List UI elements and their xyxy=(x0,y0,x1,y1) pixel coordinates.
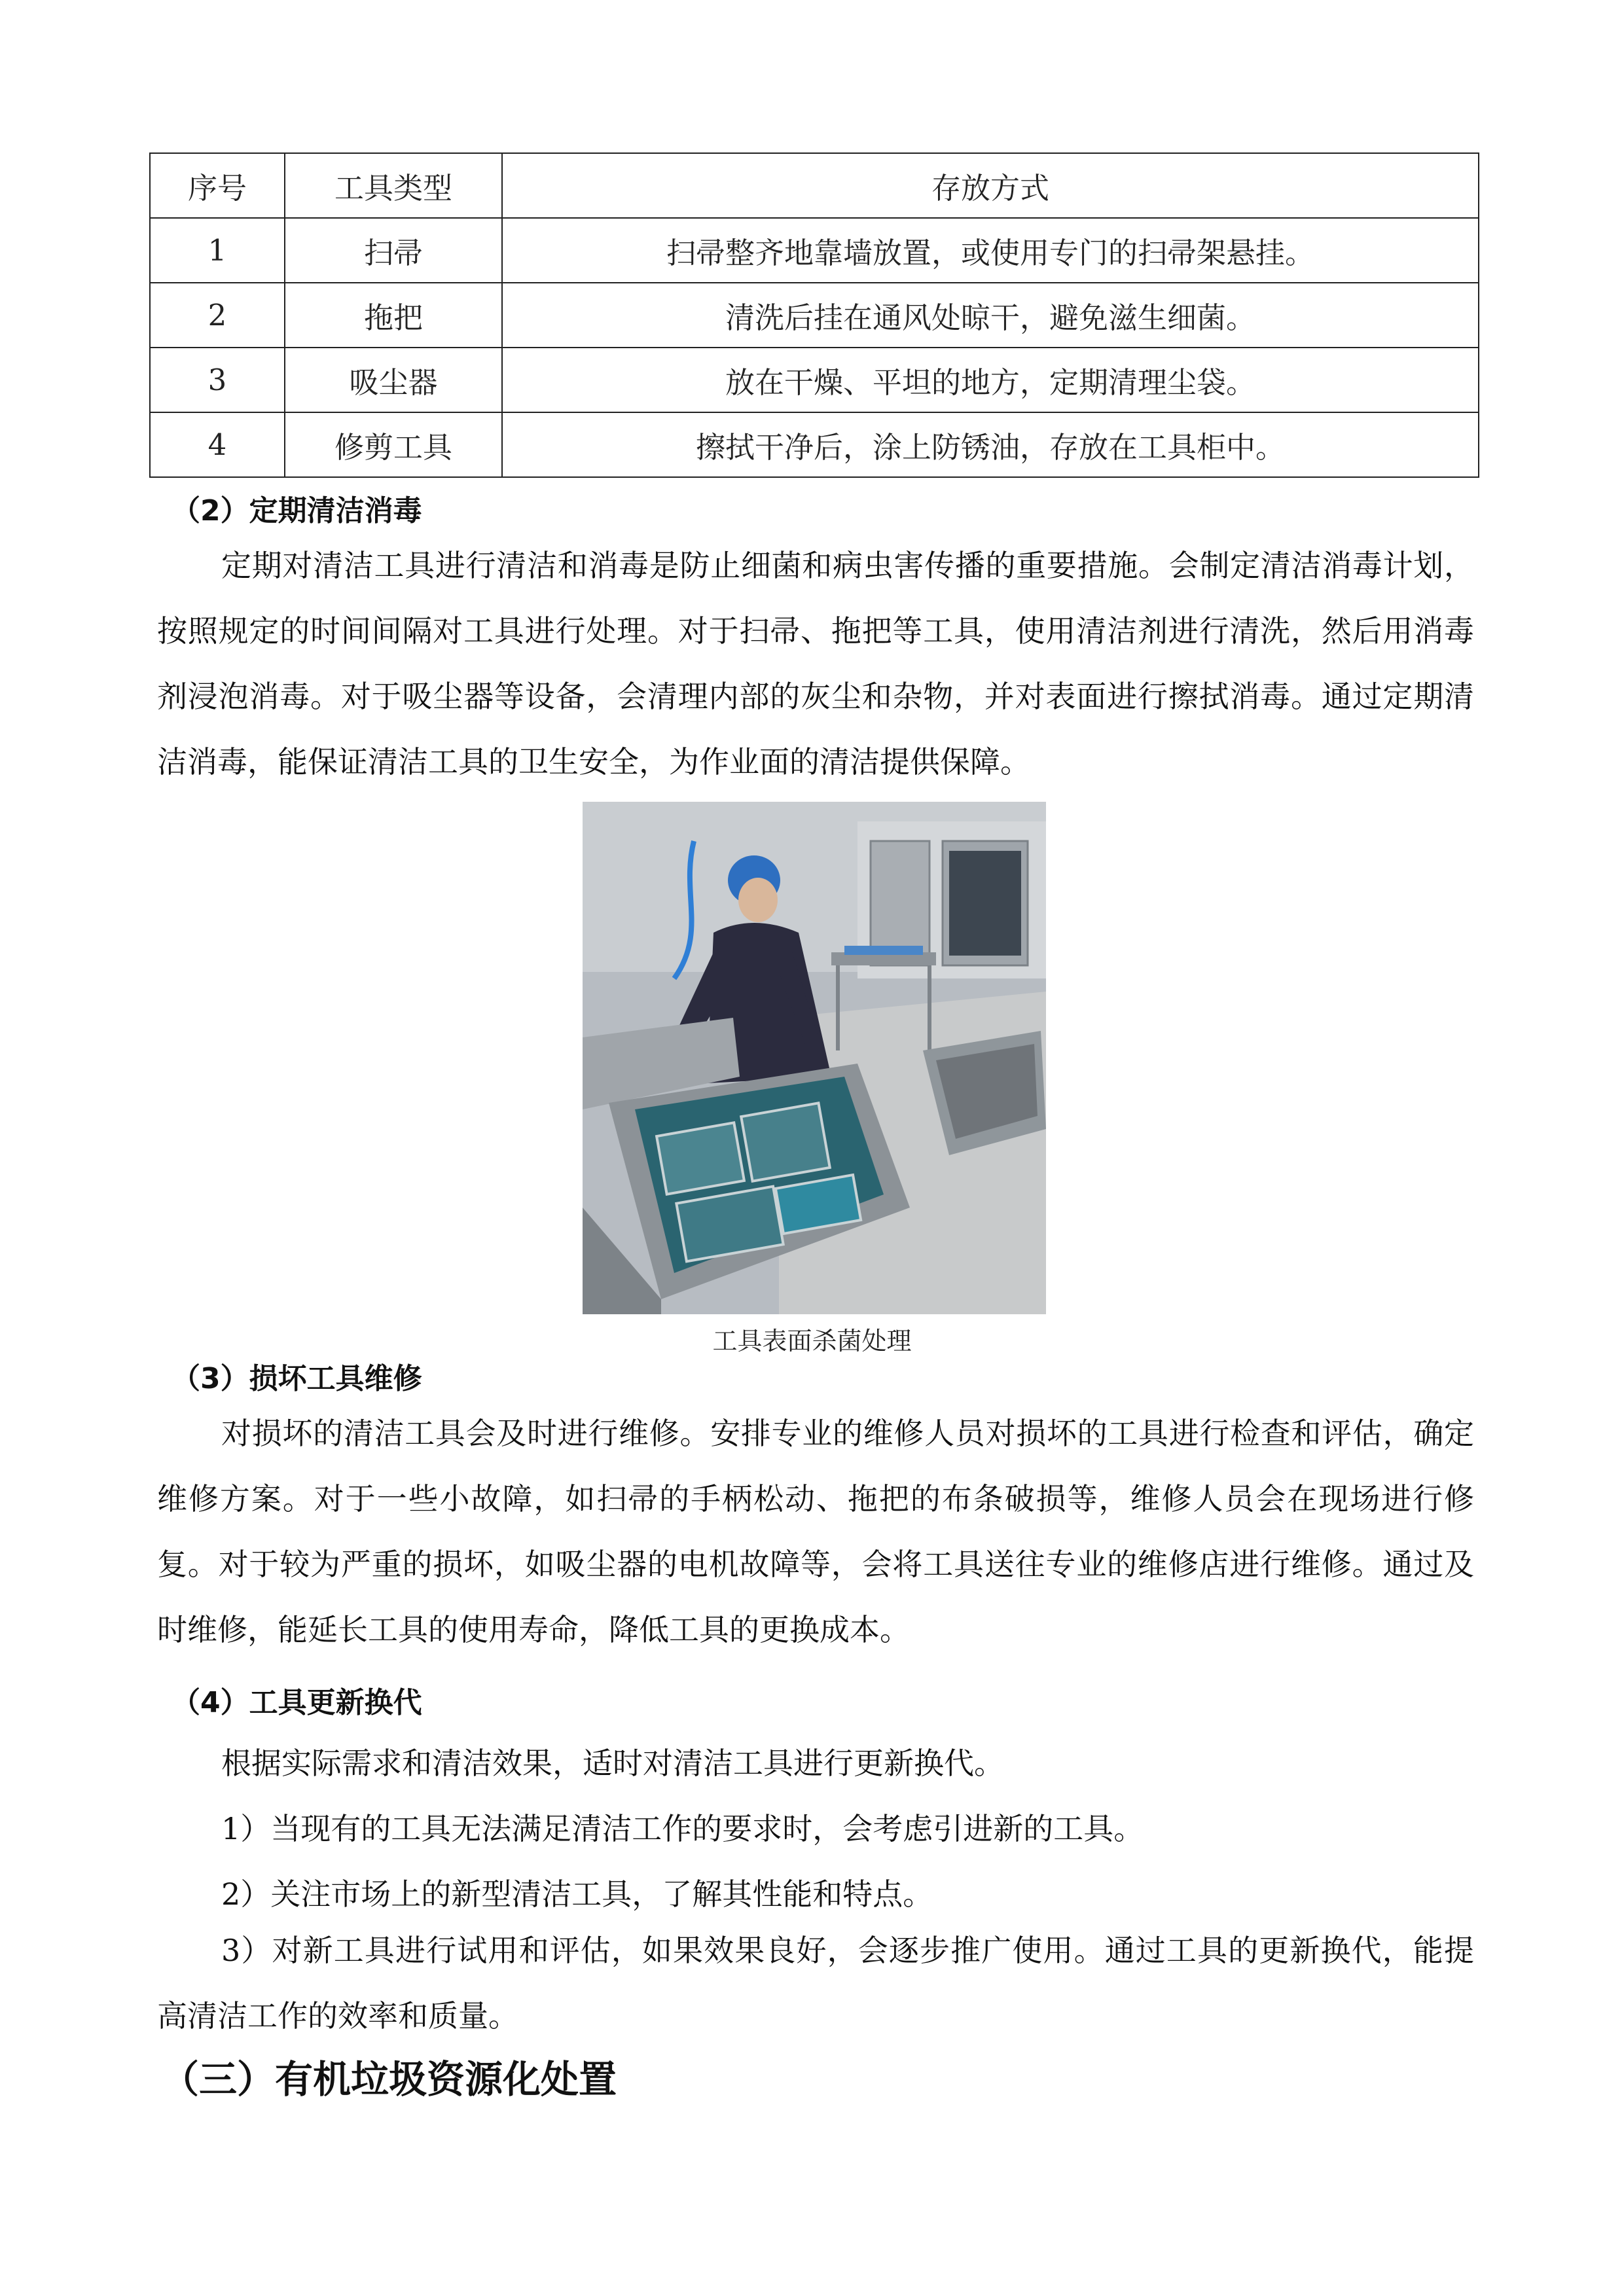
table-cell: 2 xyxy=(150,283,285,348)
table-row xyxy=(150,218,1479,283)
section-heading-repair: （3）损坏工具维修 xyxy=(171,1362,422,1395)
figure-caption: 工具表面杀菌处理 xyxy=(712,1327,912,1355)
table-cell: 扫帚 xyxy=(285,218,502,283)
paragraph-repair: 对损坏的清洁工具会及时进行维修。安排专业的维修人员对损坏的工具进行检查和评估，确定维修方案。对于一些小故障，如扫帚的手柄松动、拖把的布条破损等，维修人员会在现场进行修复。对于较为严重的损坏，如吸尘器的电机故障等，会将工具送往专业的维修店进行维修。通过及时维修，能延长工具的使用寿命，降低工具的更换成本。 xyxy=(157,1416,1474,1647)
table-cell: 3 xyxy=(150,348,285,412)
sterilization-photo xyxy=(583,802,1046,1314)
table-cell: 放在干燥、平坦的地方，定期清理尘袋。 xyxy=(502,348,1479,412)
header-cell: 存放方式 xyxy=(502,153,1479,218)
update-intro: 根据实际需求和清洁效果，适时对清洁工具进行更新换代。 xyxy=(221,1746,1004,1781)
paragraph-disinfection: 定期对清洁工具进行清洁和消毒是防止细菌和病虫害传播的重要措施。会制定清洁消毒计划，按照规定的时间间隔对工具进行处理。对于扫帚、拖把等工具，使用清洁剂进行清洗，然后用消毒剂浸泡消毒。对于吸尘器等设备，会清理内部的灰尘和杂物，并对表面进行擦拭消毒。通过定期清洁消毒，能保证清洁工具的卫生安全，为作业面的清洁提供保障。 xyxy=(157,548,1474,780)
table-cell: 1 xyxy=(150,218,285,283)
table-cell: 修剪工具 xyxy=(285,412,502,477)
section-heading-update: （4）工具更新换代 xyxy=(171,1686,422,1719)
header-cell: 序号 xyxy=(150,153,285,218)
update-item-1: 1）当现有的工具无法满足清洁工作的要求时，会考虑引进新的工具。 xyxy=(221,1811,1144,1846)
table-cell: 清洗后挂在通风处晾干，避免滋生细菌。 xyxy=(502,283,1479,348)
table-cell: 4 xyxy=(150,412,285,477)
table-cell: 吸尘器 xyxy=(285,348,502,412)
storage-table xyxy=(149,152,1479,478)
table-cell: 扫帚整齐地靠墙放置，或使用专门的扫帚架悬挂。 xyxy=(502,218,1479,283)
chapter-heading: （三）有机垃圾资源化处置 xyxy=(161,2057,617,2102)
header-cell: 工具类型 xyxy=(285,153,502,218)
table-cell: 擦拭干净后，涂上防锈油，存放在工具柜中。 xyxy=(502,412,1479,477)
update-item-2: 2）关注市场上的新型清洁工具，了解其性能和特点。 xyxy=(221,1876,933,1912)
table-row xyxy=(150,412,1479,477)
update-item-3: 3）对新工具进行试用和评估，如果效果良好，会逐步推广使用。通过工具的更新换代，能提高清洁工作的效率和质量。 xyxy=(157,1933,1474,2034)
table-row xyxy=(150,283,1479,348)
table-cell: 拖把 xyxy=(285,283,502,348)
table-header-row xyxy=(150,153,1479,218)
table-row xyxy=(150,348,1479,412)
section-heading-disinfection: （2）定期清洁消毒 xyxy=(171,494,422,528)
